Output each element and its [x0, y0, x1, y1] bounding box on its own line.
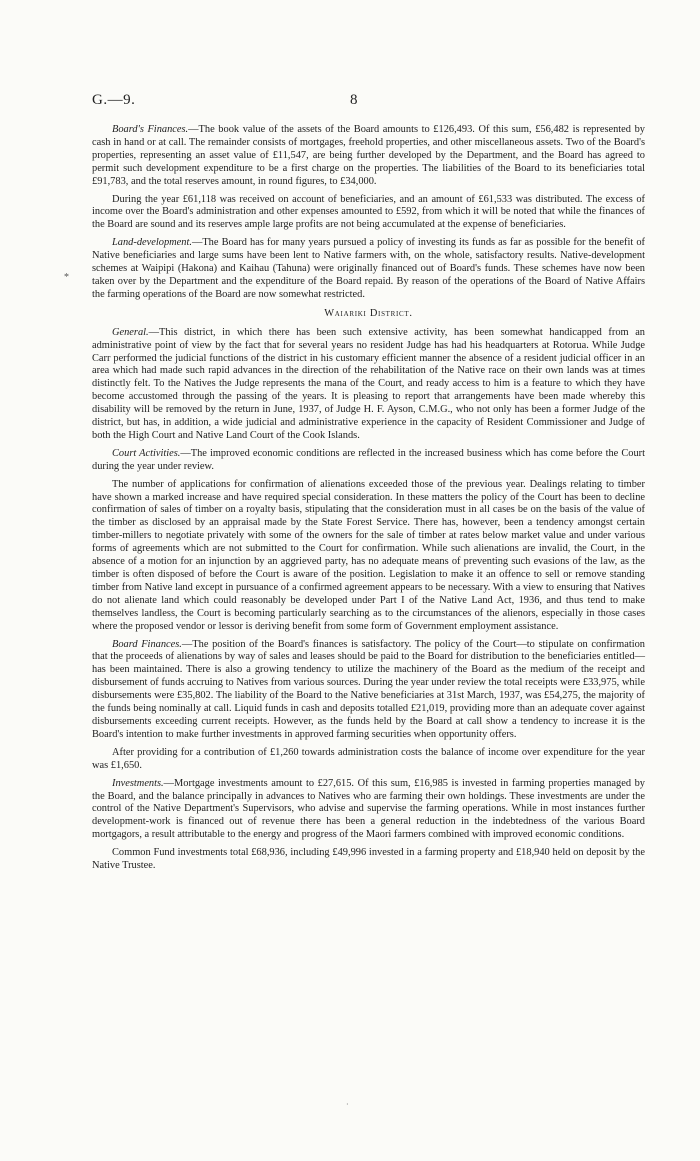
paragraph-lead: Board Finances. [112, 638, 182, 650]
paragraph-text: —The book value of the assets of the Board amounts to £126,493. Of this sum, £56,482 is represented by cash in hand or at call. The remainder consists of mortgages, freehold properties, and other miscellaneous assets. Two of the Board's properties, representing an asset value of £11,547, are being further developed by the Department, and the Board has agreed to permit such development expenditure to be a first charge on the properties. The liabilities of the Board to its beneficiaries total £91,783, and the total reserves amount, in round figures, to £34,000. [92, 124, 645, 187]
page-reference: G.—9. [92, 92, 136, 108]
paragraph-boards-finances [92, 124, 645, 189]
paragraph-court-activities [92, 448, 645, 474]
paragraph-text: —The position of the Board's finances is satisfactory. The policy of the Court—to stipulate on confirmation that the proceeds of alienations by way of sales and leases should be paid to the Board for distribution to the beneficiaries entitled—has been maintained. There is also a growing tendency to utilize the machinery of the Board as the medium of the receipt and disbursement of funds accruing to Natives from various sources. During the year under review the total receipts were £33,975, while disbursements were £35,802. The liability of the Board to the Native beneficiaries at 31st March, 1937, was £54,275, the majority of the funds being nominally at call. Liquid funds in cash and deposits totalled £21,019, providing more than an adequate cover against disbursements exceeding current receipts. However, as the funds held by the Board at call show a tendency to increase it is the Board's intention to make further investments in approved farming securities when opportunity offers. [92, 638, 645, 740]
paragraph-general [92, 327, 645, 443]
paragraph-text: The number of applications for confirmation of alienations exceeded those of the previous year. Dealings relating to timber have shown a marked increase and have required special consideration. In these matters the policy of the Court has been to decline confirmation of sales of timber on a royalty basis, stipulating that the consideration must in all cases be on the basis of the value of the timber as disclosed by an appraisal made by the State Forest Service. There has, however, been a tendency amongst certain timber-millers to negotiate privately with some of the owners for the sale of timber at rates below market value and under various forms of agreements which are not submitted to the Court for confirmation. While such alienations are invalid, the Court, in the absence of a motion for an injunction by an aggrieved party, has no adequate means of preventing such evasions of the law, as the timber is often disposed of before the Court is aware of the position. Legislation to make it an offence to sell or remove standing timber from Native land except in pursuance of a confirmed agreement appears to be necessary. With a view to ensuring that Natives do not alienate land which could reasonably be developed under Part I of the Native Land Act, 1936, and thus tend to make themselves landless, the Court is becoming particularly searching as to the circumstances of the alienors, especially in those cases where the proposed vendor or lessor is deriving benefit from some form of Government employment assistance. [92, 478, 645, 632]
paragraph-balance [92, 747, 645, 773]
paragraph-land-development [92, 237, 645, 302]
page-header [92, 92, 644, 114]
paragraph-investments [92, 778, 645, 843]
paragraph-text: Common Fund investments total £68,936, including £49,996 invested in a farming property and £18,940 held on deposit by the Native Trustee. [92, 847, 645, 872]
paragraph-board-finances [92, 639, 645, 742]
paragraph-text: —The Board has for many years pursued a policy of investing its funds as far as possible for the benefit of Native beneficiaries and large sums have been lent to Native farmers with, on the whole, satisfactory results. Native-development schemes at Waipipi (Hakona) and Kaihau (Tahuna) were originally financed out of Board's funds. These schemes have now been taken over by the Department and the expenditure of the Board repaid. By reason of the operations of the Board of Native Affairs the farming operations of the Board are now somewhat restricted. [92, 237, 645, 300]
paragraph-alienations [92, 479, 645, 634]
paragraph-text: After providing for a contribution of £1,260 towards administration costs the balance of income over expenditure for the year was £1,650. [92, 746, 645, 771]
paragraph-text: —The improved economic conditions are reflected in the increased business which has come before the Court during the year under review. [92, 447, 645, 472]
paragraph-text: —Mortgage investments amount to £27,615. Of this sum, £16,985 is invested in farming properties managed by the Board, and the balance principally in advances to Natives who are farming their own holdings. These investments are under the control of the Native Department's Supervisors, who advise and supervise the farming operations. While in most instances further development-work is financed out of revenue there has been a general reduction in the indebtedness of the various Board mortgagors, a result attributable to the energy and progress of the Maori farmers combined with improved economic conditions. [92, 777, 645, 841]
paragraph-common-fund [92, 847, 645, 873]
paragraph-lead: General. [112, 326, 149, 338]
paragraph-lead: Investments. [112, 777, 164, 789]
page-number: 8 [350, 92, 358, 108]
paragraph-text: During the year £61,118 was received on account of beneficiaries, and an amount of £61,533 was distributed. The excess of income over the Board's administration and other expenses amounted to £592, from which it will be noted that while the finances of the Board are sound and its reserves ample large profits are not being accumulated at the expense of beneficiaries. [92, 193, 645, 231]
margin-mark: * [64, 272, 69, 283]
paragraph-receipts [92, 194, 645, 233]
section-heading: Waiariki District. [324, 307, 413, 319]
paragraph-lead: Court Activities. [112, 447, 181, 459]
body-text [92, 124, 645, 878]
paragraph-text: —This district, in which there has been such extensive activity, has been somewhat handicapped from an administrative point of view by the fact that for several years no resident Judge has had his headquarters at Rotorua. While Judge Carr performed the judicial functions of the district in his customary efficient manner the absence of a resident judicial officer in an area which had made such rapid advances in the direction of the rehabilitation of the Native race on their own lands was at times distinctly felt. To the Natives the Judge represents the mana of the Court, and ready access to him is a feature to which they have become accustomed through the passing of the years. It is pleasing to report that arrangements have been made whereby this disability will be removed by the return in June, 1937, of Judge H. F. Ayson, C.M.G., who not only has been a former Judge of the district, but has, in addition, a wide judicial and administrative experience in the capacity of Resident Commissioner and Judge of both the High Court and Native Land Court of the Cook Islands. [92, 326, 645, 441]
paragraph-lead: Board's Finances. [112, 124, 189, 135]
paragraph-lead: Land-development. [112, 237, 192, 249]
footer-mark: · [346, 1100, 349, 1109]
